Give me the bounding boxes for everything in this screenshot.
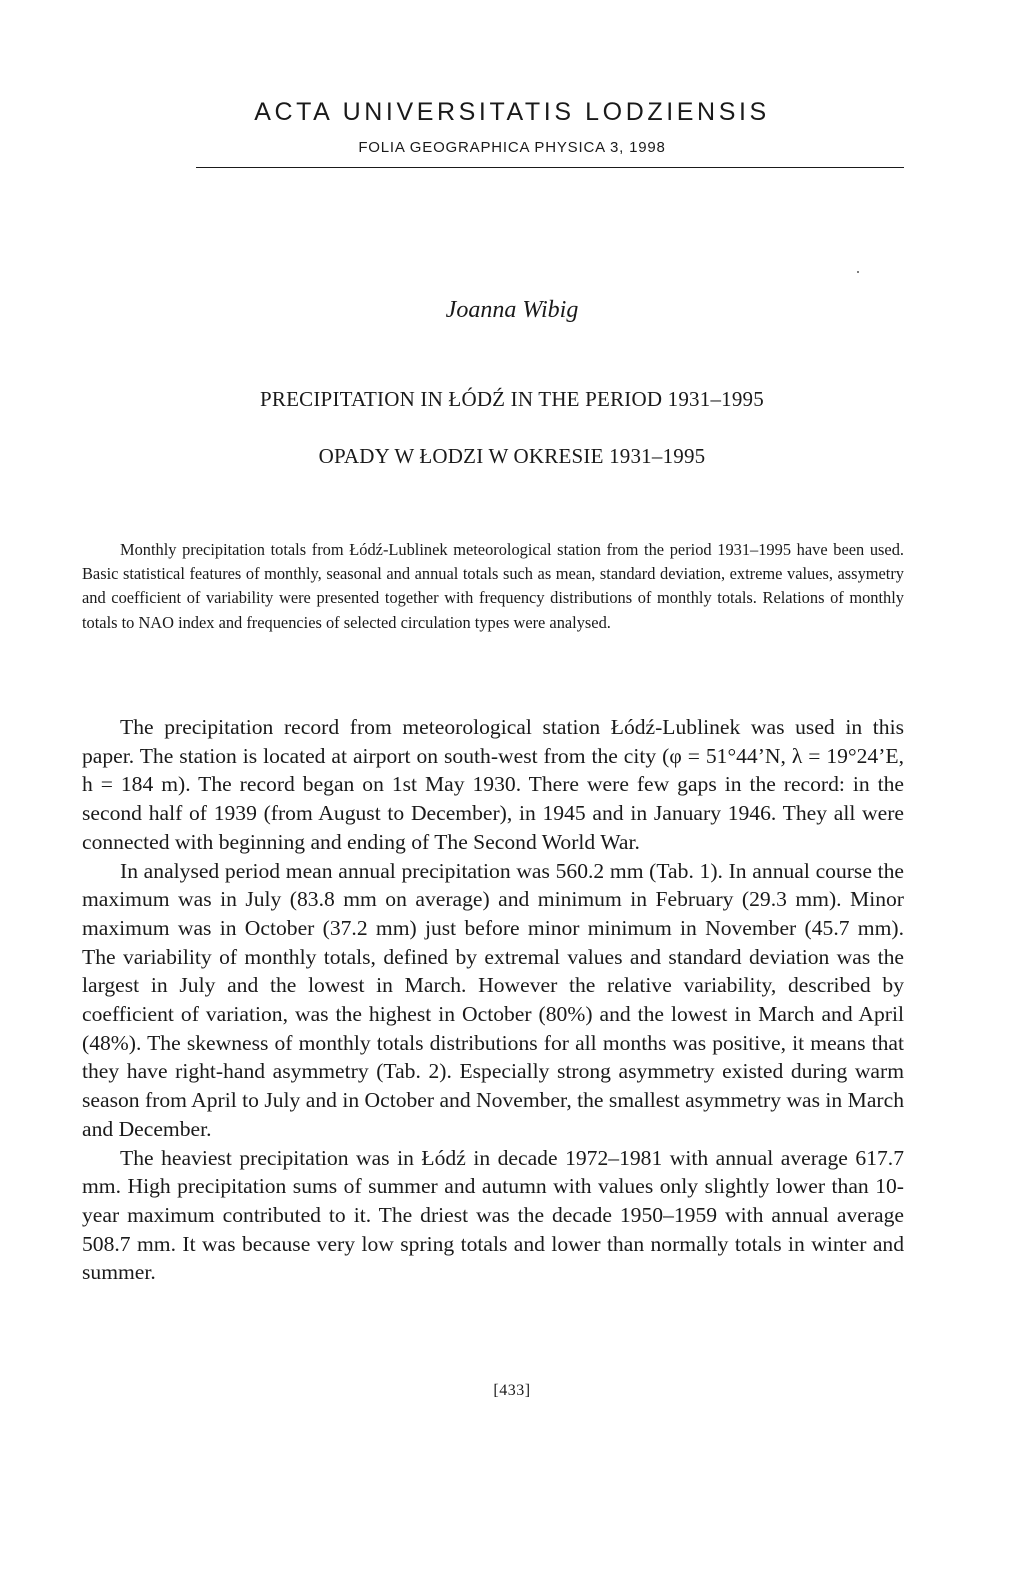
page-number: [433] [493,1382,531,1399]
body-paragraph-3: The heaviest precipitation was in Łódź in decade 1972–1981 with annual average 617.7 mm. High precipitation sums of summer and autumn with values only slightly lower than 10-year maximum contributed to it. The driest was the decade 1950–1959 with annual average 508.7 mm. It was because very low spring totals and lower than normally totals in winter and summer. [82,1145,904,1285]
article-title-polish: OPADY W ŁODZI W OKRESIE 1931–1995 [318,444,706,468]
abstract-text: Monthly precipitation totals from Łódź-Lublinek meteorological station from the period 1931–1995 have been used. Basic statistical features of monthly, seasonal and annual totals such as mean, standard deviation, extreme values, assymetry and coefficient of variability were presented together with frequency distributions of monthly totals. Relations of monthly totals to NAO index and frequencies of selected circulation types were analysed. [82,540,904,632]
abstract [82,538,904,635]
article-title-english: PRECIPITATION IN ŁÓDŹ IN THE PERIOD 1931–1995 [260,387,764,411]
author-name: Joanna Wibig [445,297,579,323]
body-text [82,713,904,1287]
body-paragraph-2: In analysed period mean annual precipitation was 560.2 mm (Tab. 1). In annual course the maximum was in July (83.8 mm on average) and minimum in February (29.3 mm). Minor maximum was in October (37.2 mm) just before minor minimum in November (45.7 mm). The variability of monthly totals, defined by extremal values and standard deviation was the largest in July and the lowest in March. However the relative variability, described by coefficient of variation, was the highest in October (80%) and the lowest in March and April (48%). The skewness of monthly totals distributions for all months was positive, it means that they have right-hand asymmetry (Tab. 2). Especially strong asymmetry existed during warm season from April to July and in October and November, the smallest asymmetry was in March and December. [82,858,904,1141]
body-paragraph-1: The precipitation record from meteorological station Łódź-Lublinek was used in this paper. The station is located at airport on south-west from the city (φ = 51°44’N, λ = 19°24’E, h = 184 m). The record began on 1st May 1930. There were few gaps in the record: in the second half of 1939 (from August to December), in 1945 and in January 1946. They all were connected with beginning and ending of The Second World War. [82,715,904,854]
header-rule [196,167,904,168]
journal-series: FOLIA GEOGRAPHICA PHYSICA 3, 1998 [358,139,666,156]
journal-title: ACTA UNIVERSITATIS LODZIENSIS [254,98,770,126]
scan-speck [857,271,859,273]
